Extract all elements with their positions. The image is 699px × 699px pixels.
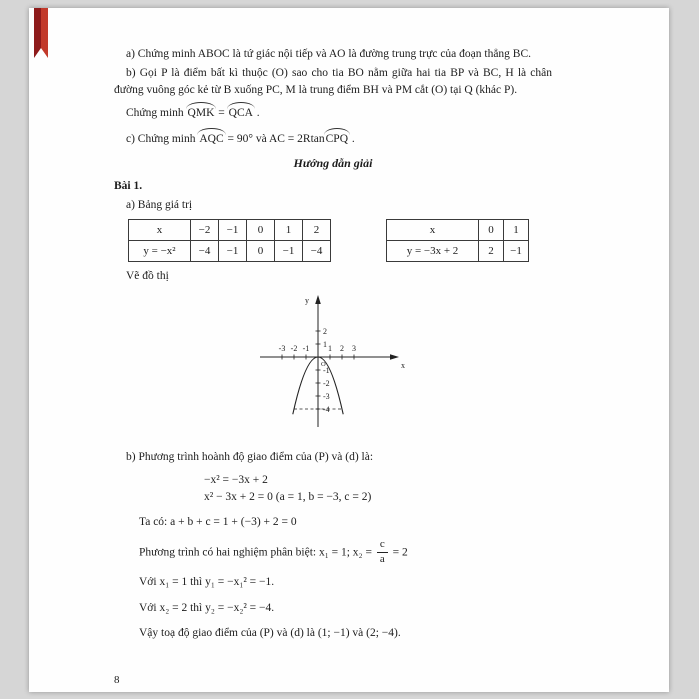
parabola-value-table: [128, 219, 331, 262]
sum-check-line: Ta có: a + b + c = 1 + (−3) + 2 = 0: [139, 516, 297, 528]
y-axis-label: y: [305, 296, 309, 305]
solution-part-b-intro: b) Phương trình hoành độ giao điểm của (P) và (d) là:: [126, 451, 374, 463]
table-cell: −2: [191, 220, 219, 241]
table-cell: y = −3x + 2: [387, 241, 479, 262]
document-page: [29, 8, 669, 692]
x-tick-label: -3: [278, 344, 286, 353]
substitution-1: Với x₁ = 1 thì y₁ = −x₁² = −1.: [139, 576, 275, 589]
y-axis-arrow-icon: [315, 295, 321, 304]
table-cell: 1: [275, 220, 303, 241]
y-tick-label: 2: [323, 327, 327, 336]
line-value-table: [386, 219, 529, 262]
fraction-numerator: c: [377, 539, 388, 553]
table-cell: −4: [303, 241, 331, 262]
table-row: [387, 220, 529, 241]
table-row: [129, 220, 331, 241]
table-section-label: a) Bảng giá trị: [126, 199, 193, 211]
table-cell: −1: [275, 241, 303, 262]
fraction-c-over-a: [377, 539, 388, 565]
page-content: [114, 46, 552, 642]
x-tick-label: -1: [302, 344, 310, 353]
table-row: [129, 241, 331, 262]
exercise-label: Bài 1.: [114, 180, 143, 192]
conclusion-line: Vậy toạ độ giao điểm của (P) và (d) là (1; −1) và (2; −4).: [139, 627, 401, 640]
value-tables: [128, 219, 552, 262]
proof-prefix: Chứng minh: [126, 107, 187, 119]
x-tick-label: -2: [290, 344, 298, 353]
angle-notation-aqc: AQC: [198, 131, 224, 148]
equation-1: −x² = −3x + 2: [204, 474, 268, 486]
roots-line: [139, 539, 552, 565]
table-row: [387, 241, 529, 262]
table-cell: 2: [303, 220, 331, 241]
table-cell: −4: [191, 241, 219, 262]
x-tick-label: 2: [340, 344, 344, 353]
x-axis-label: x: [401, 361, 405, 370]
table-cell: x: [387, 220, 479, 241]
problem-part-b: b) Gọi P là điểm bất kì thuộc (O) sao cho tia BO nằm giữa hai tia BP và BC, H là chân đường vuông góc kẻ từ B xuống PC, M là trung điểm BH và PM cắt (O) tại Q (khác P).: [114, 67, 552, 96]
proof-line: [126, 105, 552, 122]
table-cell: y = −x²: [129, 241, 191, 262]
parabola-graph: [213, 287, 453, 439]
roots-suffix: = 2: [389, 546, 408, 559]
proof-suffix: .: [253, 107, 260, 119]
angle-notation-cpq: CPQ: [325, 131, 349, 148]
graph-section-label: Vẽ đồ thị: [126, 270, 169, 282]
table-cell: 0: [479, 220, 504, 241]
x-tick-label: 3: [352, 344, 356, 353]
y-tick-label: -3: [323, 392, 330, 401]
angle-notation-qca: QCA: [228, 105, 254, 122]
x-axis-arrow-icon: [390, 354, 399, 360]
x-tick-label: 1: [328, 344, 332, 353]
angle-notation-qmk: QMK: [187, 105, 216, 122]
roots-prefix: Phương trình có hai nghiệm phân biệt: x₁ = 1; x₂ =: [139, 546, 375, 559]
substitution-2: Với x₂ = 2 thì y₂ = −x₂² = −4.: [139, 602, 275, 615]
y-tick-label: 1: [323, 340, 327, 349]
proof-equals: =: [215, 107, 228, 119]
origin-label: O: [321, 361, 326, 368]
page-number: 8: [114, 674, 120, 686]
table-cell: 1: [504, 220, 529, 241]
fraction-denominator: a: [379, 552, 385, 565]
equation-2: x² − 3x + 2 = 0 (a = 1, b = −3, c = 2): [204, 491, 372, 503]
table-cell: 0: [247, 220, 275, 241]
table-cell: −1: [219, 241, 247, 262]
table-cell: x: [129, 220, 191, 241]
problem-part-a: a) Chứng minh ABOC là tứ giác nội tiếp và AO là đường trung trực của đoạn thẳng BC.: [126, 48, 532, 60]
y-tick-label: -2: [323, 379, 330, 388]
table-cell: 0: [247, 241, 275, 262]
table-cell: −1: [219, 220, 247, 241]
problem-part-c: [126, 131, 552, 148]
part-c-suffix: .: [349, 133, 355, 145]
y-tick-label: -4: [323, 405, 330, 414]
solution-heading: Hướng dẫn giải: [293, 156, 373, 170]
graph-container: [114, 287, 552, 445]
y-tick-label: -1: [323, 366, 330, 375]
part-c-middle: = 90° và AC = 2Rtan: [224, 133, 325, 145]
table-cell: −1: [504, 241, 529, 262]
table-cell: 2: [479, 241, 504, 262]
part-c-prefix: c) Chứng minh: [126, 133, 199, 145]
bookmark-ribbon-icon: [34, 8, 48, 58]
